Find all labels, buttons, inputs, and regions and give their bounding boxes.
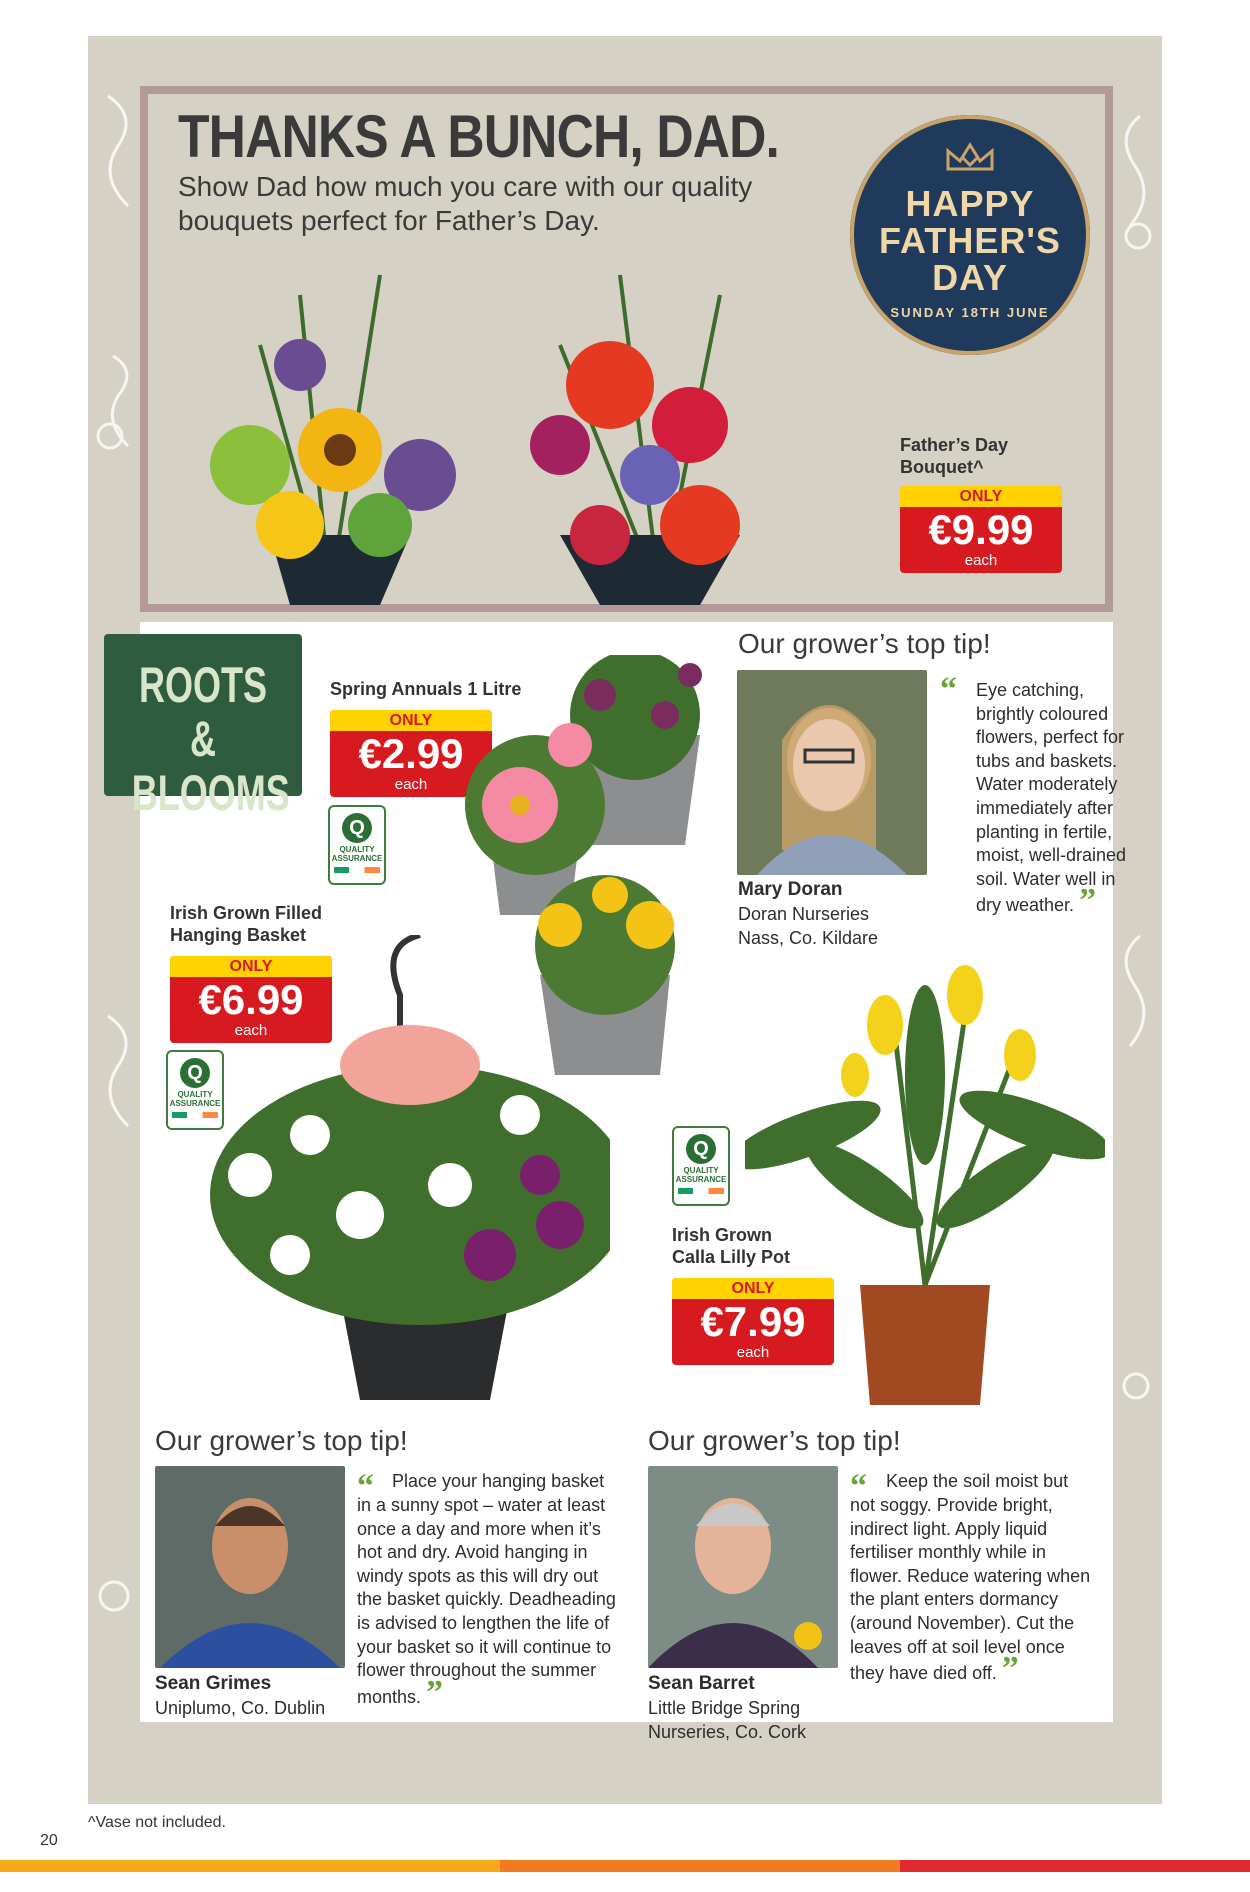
tip3-text: Keep the soil moist but	[886, 1471, 1069, 1491]
quality-assurance-logo: Q QUALITY ASSURANCE	[672, 1126, 730, 1206]
price: €7.99	[700, 1298, 806, 1345]
quote-close-icon: ”	[1079, 882, 1097, 920]
q-icon: Q	[180, 1058, 210, 1088]
quote-close-icon: ”	[426, 1673, 444, 1711]
tip3-text-body: not soggy. Provide bright, indirect light. Apply liquid fertiliser monthly while in flower. Reduce watering when the plant enters dormancy (around November). Cut the leaves off at soil level once they have died off. ”	[850, 1495, 1091, 1688]
only-label: ONLY	[330, 710, 492, 731]
tip2-title: Our grower’s top tip!	[155, 1425, 408, 1456]
subheadline: Show Dad how much you care with our quality bouquets perfect for Father’s Day.	[178, 171, 753, 236]
quote-open-icon: “	[940, 671, 957, 708]
only-label: ONLY	[900, 486, 1062, 507]
footer-stripe	[900, 1860, 1250, 1872]
quote-close-icon: ”	[1001, 1650, 1019, 1688]
quote-open-icon: “	[357, 1468, 374, 1505]
badge-line-2: FATHER'S	[879, 220, 1061, 261]
fathers-day-badge	[850, 115, 1090, 355]
only-label: ONLY	[170, 956, 332, 977]
roots-and-blooms-logo: ROOTS & BLOOMS	[104, 634, 302, 796]
tip2-text-body: in a sunny spot – water at least once a day and more when it’s hot and dry. Avoid hanging in windy spots as this will dry out the basket quickly. Deadheading is advised to lengthen the life of your basket so it will continue to flower throughout the summer months. ”	[357, 1495, 616, 1711]
quality-assurance-logo: Q QUALITY ASSURANCE	[166, 1050, 224, 1130]
calla-price-tag	[672, 1278, 834, 1365]
bouquet-price-tag	[900, 486, 1062, 573]
annuals-name: Spring Annuals 1 Litre	[330, 679, 522, 699]
tip2-text: Place your hanging basket	[392, 1471, 605, 1491]
irish-flag-icon	[678, 1188, 724, 1194]
tip2-grower: Sean Grimes Uniplumo, Co. Dublin	[155, 1673, 326, 1718]
price: €9.99	[928, 506, 1034, 553]
tip1-title: Our grower’s top tip!	[738, 628, 991, 659]
footnote: ^Vase not included.	[88, 1814, 226, 1831]
bouquet-name: Father’s Day Bouquet^	[900, 435, 1009, 477]
quote-open-icon: “	[850, 1468, 867, 1505]
badge-date: SUNDAY 18TH JUNE	[890, 305, 1050, 320]
headline: THANKS A BUNCH, DAD.	[178, 103, 780, 170]
grower-photo-sean-barret	[648, 1466, 838, 1668]
price: €6.99	[198, 976, 304, 1023]
hanging-basket-image	[190, 935, 610, 1405]
badge-line-3: DAY	[932, 257, 1008, 298]
unit-label: each	[964, 552, 998, 569]
tip1-text: Eye catching, brightly coloured flowers, perfect for tubs and baskets. Water moderately immediately after planting in fertile, moist, well-drained soil. Water well in dry weather. ”	[976, 680, 1127, 920]
quality-assurance-logo: Q QUALITY ASSURANCE	[328, 805, 386, 885]
footer-stripe	[500, 1860, 900, 1872]
q-icon: Q	[686, 1134, 716, 1164]
unit-label: each	[736, 1344, 770, 1361]
vine-decoration-left	[88, 36, 148, 1796]
page-number: 20	[40, 1832, 58, 1849]
grower-photo-sean-grimes	[155, 1466, 345, 1668]
unit-label: each	[234, 1022, 268, 1039]
basket-name: Irish Grown Filled Hanging Basket	[170, 903, 323, 945]
badge-line-1: HAPPY	[905, 183, 1035, 224]
tip3-title: Our grower’s top tip!	[648, 1425, 901, 1456]
tip3-grower: Sean Barret Little Bridge Spring Nurseries, Co. Cork	[648, 1673, 807, 1742]
crown-icon	[942, 139, 998, 175]
irish-flag-icon	[334, 867, 380, 873]
footer-stripe	[0, 1860, 500, 1872]
tip1-grower: Mary Doran Doran Nurseries Nass, Co. Kildare	[738, 879, 879, 948]
unit-label: each	[394, 776, 428, 793]
grower-photo-mary-doran	[737, 670, 927, 875]
bouquet-image	[180, 235, 820, 605]
only-label: ONLY	[672, 1278, 834, 1299]
calla-name: Irish Grown Calla Lilly Pot	[672, 1225, 791, 1267]
q-icon: Q	[342, 813, 372, 843]
price: €2.99	[358, 730, 464, 777]
